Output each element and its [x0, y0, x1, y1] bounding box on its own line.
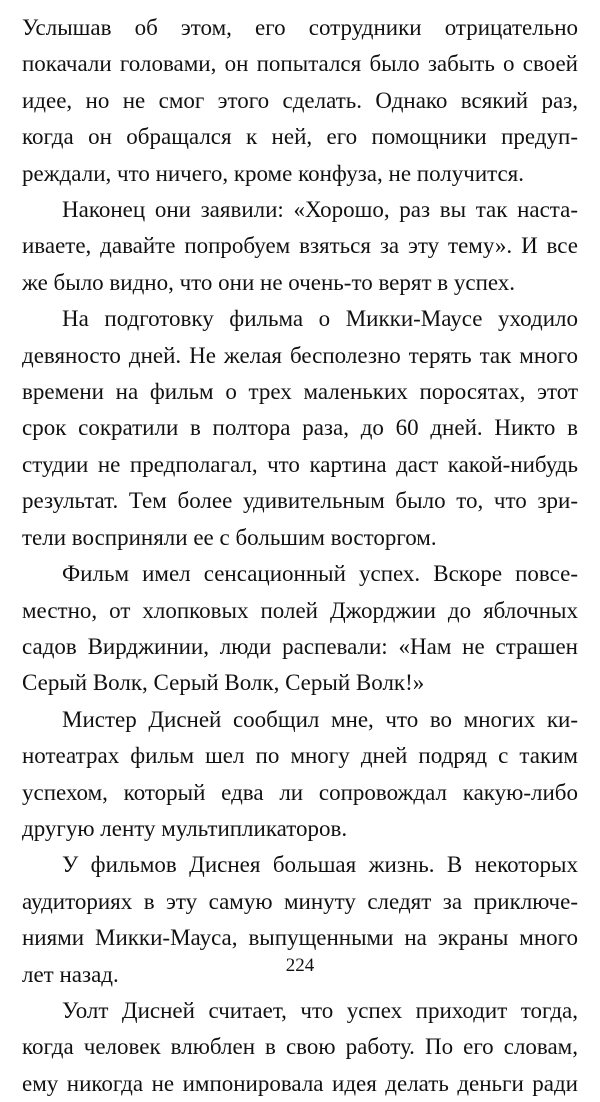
text-line: Фильм имел сенсационный успех. Вскоре повсе-: [62, 561, 578, 587]
text-line: же было видно, что они не очень-то верят в успех.: [22, 269, 516, 295]
text-line: садов Вирджинии, люди распевали: «Нам не страшен: [22, 633, 578, 659]
text-line: срок сократили в полтора раза, до 60 дней. Никто в: [22, 415, 578, 441]
text-line: Серый Волк, Серый Волк, Серый Волк!»: [22, 670, 425, 696]
text-line: Наконец они заявили: «Хорошо, раз вы так наста-: [62, 197, 578, 223]
text-line: покачали головами, он попытался было забыть о своей: [22, 51, 578, 77]
text-line: На подготовку фильма о Микки-Маусе уходило: [62, 306, 578, 332]
text-line: У фильмов Диснея большая жизнь. В некоторых: [62, 852, 578, 878]
text-line: когда человек влюблен в свою работу. По его словам,: [22, 1034, 578, 1060]
text-line: ниями Микки-Мауса, выпущенными на экраны много: [22, 925, 578, 951]
text-line: другую ленту мультипликаторов.: [22, 815, 348, 841]
text-line: времени на фильм о трех маленьких поросятах, этот: [22, 379, 578, 405]
text-line: иваете, давайте попробуем взяться за эту тему». И все: [22, 233, 578, 259]
paragraph: [22, 556, 578, 702]
text-line: когда он обращался к ней, его помощники предуп-: [22, 124, 578, 150]
paragraph: [22, 993, 578, 1102]
text-line: местно, от хлопковых полей Джорджии до яблочных: [22, 597, 578, 623]
text-line: аудиториях в эту самую минуту следят за приключе-: [22, 888, 578, 914]
text-line: девяносто дней. Не желая бесполезно терять так много: [22, 342, 578, 368]
page-number: 224: [285, 955, 315, 976]
paragraph: [22, 702, 578, 848]
text-line: идее, но не смог этого сделать. Однако всякий раз,: [22, 87, 578, 113]
paragraph: [22, 301, 578, 556]
text-line: Услышав об этом, его сотрудники отрицательно: [22, 15, 578, 40]
text-line: тели восприняли ее с большим восторгом.: [22, 524, 437, 550]
text-line: лет назад.: [22, 961, 119, 987]
paragraph: [22, 10, 578, 192]
text-line: ему никогда не импонировала идея делать деньги ради: [22, 1070, 578, 1096]
text-line: Уолт Дисней считает, что успех приходит тогда,: [62, 997, 578, 1023]
text-line: успехом, который едва ли сопровождал какую-либо: [22, 779, 578, 805]
text-line: результат. Тем более удивительным было то, что зри-: [22, 488, 578, 514]
text-line: нотеатрах фильм шел по многу дней подряд с таким: [22, 743, 578, 769]
paragraph: [22, 192, 578, 301]
text-line: реждали, что ничего, кроме конфуза, не получится.: [22, 160, 525, 186]
page-body: [22, 10, 578, 1102]
text-line: студии не предполагал, что картина даст какой-нибудь: [22, 451, 578, 477]
text-line: Мистер Дисней сообщил мне, что во многих ки-: [62, 706, 578, 732]
